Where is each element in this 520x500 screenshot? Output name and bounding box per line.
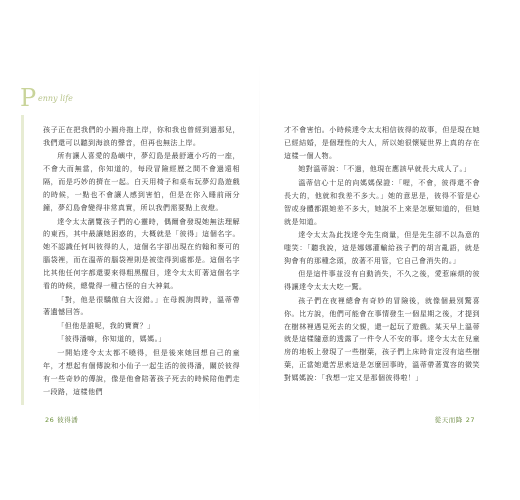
paragraph: 「彼得潘嘛，你知道的，媽媽。」 bbox=[57, 334, 167, 344]
paragraph: 達令太太瀏覽孩子們的心靈時，偶爾會發現她無法理解的東西，其中最讓她困惑的，大概就是「彼得」這個名字。她不認識任何叫彼得的人，這個名字卻出現在約翰和麥可的腦袋裡，而在溫蒂的腦袋裡則是被塗得到處都是。這個名字比其他任何字都還要來得粗黑醒目，達令太太盯著這個名字看的時候，總覺得一種古怪的自大神氣。 bbox=[43, 216, 240, 291]
left-page-number: 26 bbox=[45, 416, 55, 424]
header-subtitle: enny life bbox=[38, 94, 73, 103]
paragraph: 一開始達令太太都不曉得，但是後來她回想自己的童年，才想起有個傳說和小仙子一起生活的彼得潘，關於彼得有一些奇妙的傳說，像是他會陪著孩子死去的時候陪他們走一段路，這樣他們 bbox=[43, 347, 240, 396]
paragraph: 孩子正在把我們的小圓舟拖上岸，你和我也曾經到過那兒，我們還可以聽到海浪的聲音，但再也無法上岸。 bbox=[43, 125, 240, 147]
paragraph: 孩子們在夜裡總會有奇妙的冒險後，就像個最別驚喜你。比方說，他們可能會在事情發生一個星期之後，才提到在樹林裡遇見死去的父親，還一起玩了遊戲。某天早上溫蒂就是這樣隨意的透露了一件令人不安的事。達令太太在兒童房的地板上發現了一些樹葉，孩子們上床時肯定沒有這些樹葉，正當她還苦思索這是怎麼回事時，溫蒂帶著寬容的微笑對媽媽說：「我想一定又是那個彼得啦！」 bbox=[284, 295, 480, 383]
right-page-number: 27 bbox=[465, 416, 475, 424]
paragraph: 她對溫蒂說：「不過，他現在應該早就長大成人了。」 bbox=[298, 164, 471, 174]
header-initial: P bbox=[20, 84, 37, 112]
paragraph: 所有讓人喜愛的島嶼中，夢幻島是最舒適小巧的一座，不會大而無當，你知道的，每段冒險經歷之間不會過遠相隔，而是巧妙的擠在一起。白天用椅子和桌布玩夢幻島遊戲的時候，一點也不會讓人感到害怕，但是在你入睡前兩分鐘，夢幻島會變得非常真實，所以我們需要點上夜燈。 bbox=[43, 151, 240, 213]
paragraph: 但是這件事並沒有自動消失，不久之後，愛惹麻煩的彼得讓達令太太大吃一驚。 bbox=[284, 269, 480, 292]
decorative-side-bar bbox=[21, 115, 24, 405]
left-running-title: 彼得潘 bbox=[57, 416, 79, 424]
left-page-folio bbox=[42, 415, 78, 424]
right-page-body bbox=[284, 124, 480, 385]
chapter-header-mark bbox=[20, 86, 100, 120]
page-gutter bbox=[259, 60, 260, 430]
right-page-folio bbox=[435, 415, 478, 424]
right-running-title: 從天而降 bbox=[434, 416, 463, 424]
left-page-body bbox=[43, 124, 240, 399]
paragraph: 才不會害怕。小時候達令太太相信彼得的故事，但是現在她已經結婚，是個理性的大人，所以她很懷疑世界上真的存在這樣一個人物。 bbox=[284, 125, 480, 160]
paragraph: 溫蒂信心十足的向媽媽保證：「喔，不會，彼得還不會長大的，他就和我差不多大。」她的意思是，彼得不管是心智或身體都跟她差不多大，她說不上來是怎麼知道的，但她就是知道。 bbox=[284, 177, 480, 226]
paragraph: 「但他是誰呢，我的寶寶？」 bbox=[57, 320, 155, 330]
paragraph: 達令太太為此找達令先生商量，但是先生卻不以為意的嗤笑：「聽我說，這是娜娜灌輸給孩子們的胡言亂語，就是狗會有的那種念頭，放著不用管，它自己會消失的。」 bbox=[284, 230, 480, 265]
paragraph: 「對，他是很驕傲自大沒錯。」在母親詢問時，溫蒂帶著遺憾回答。 bbox=[43, 294, 240, 317]
